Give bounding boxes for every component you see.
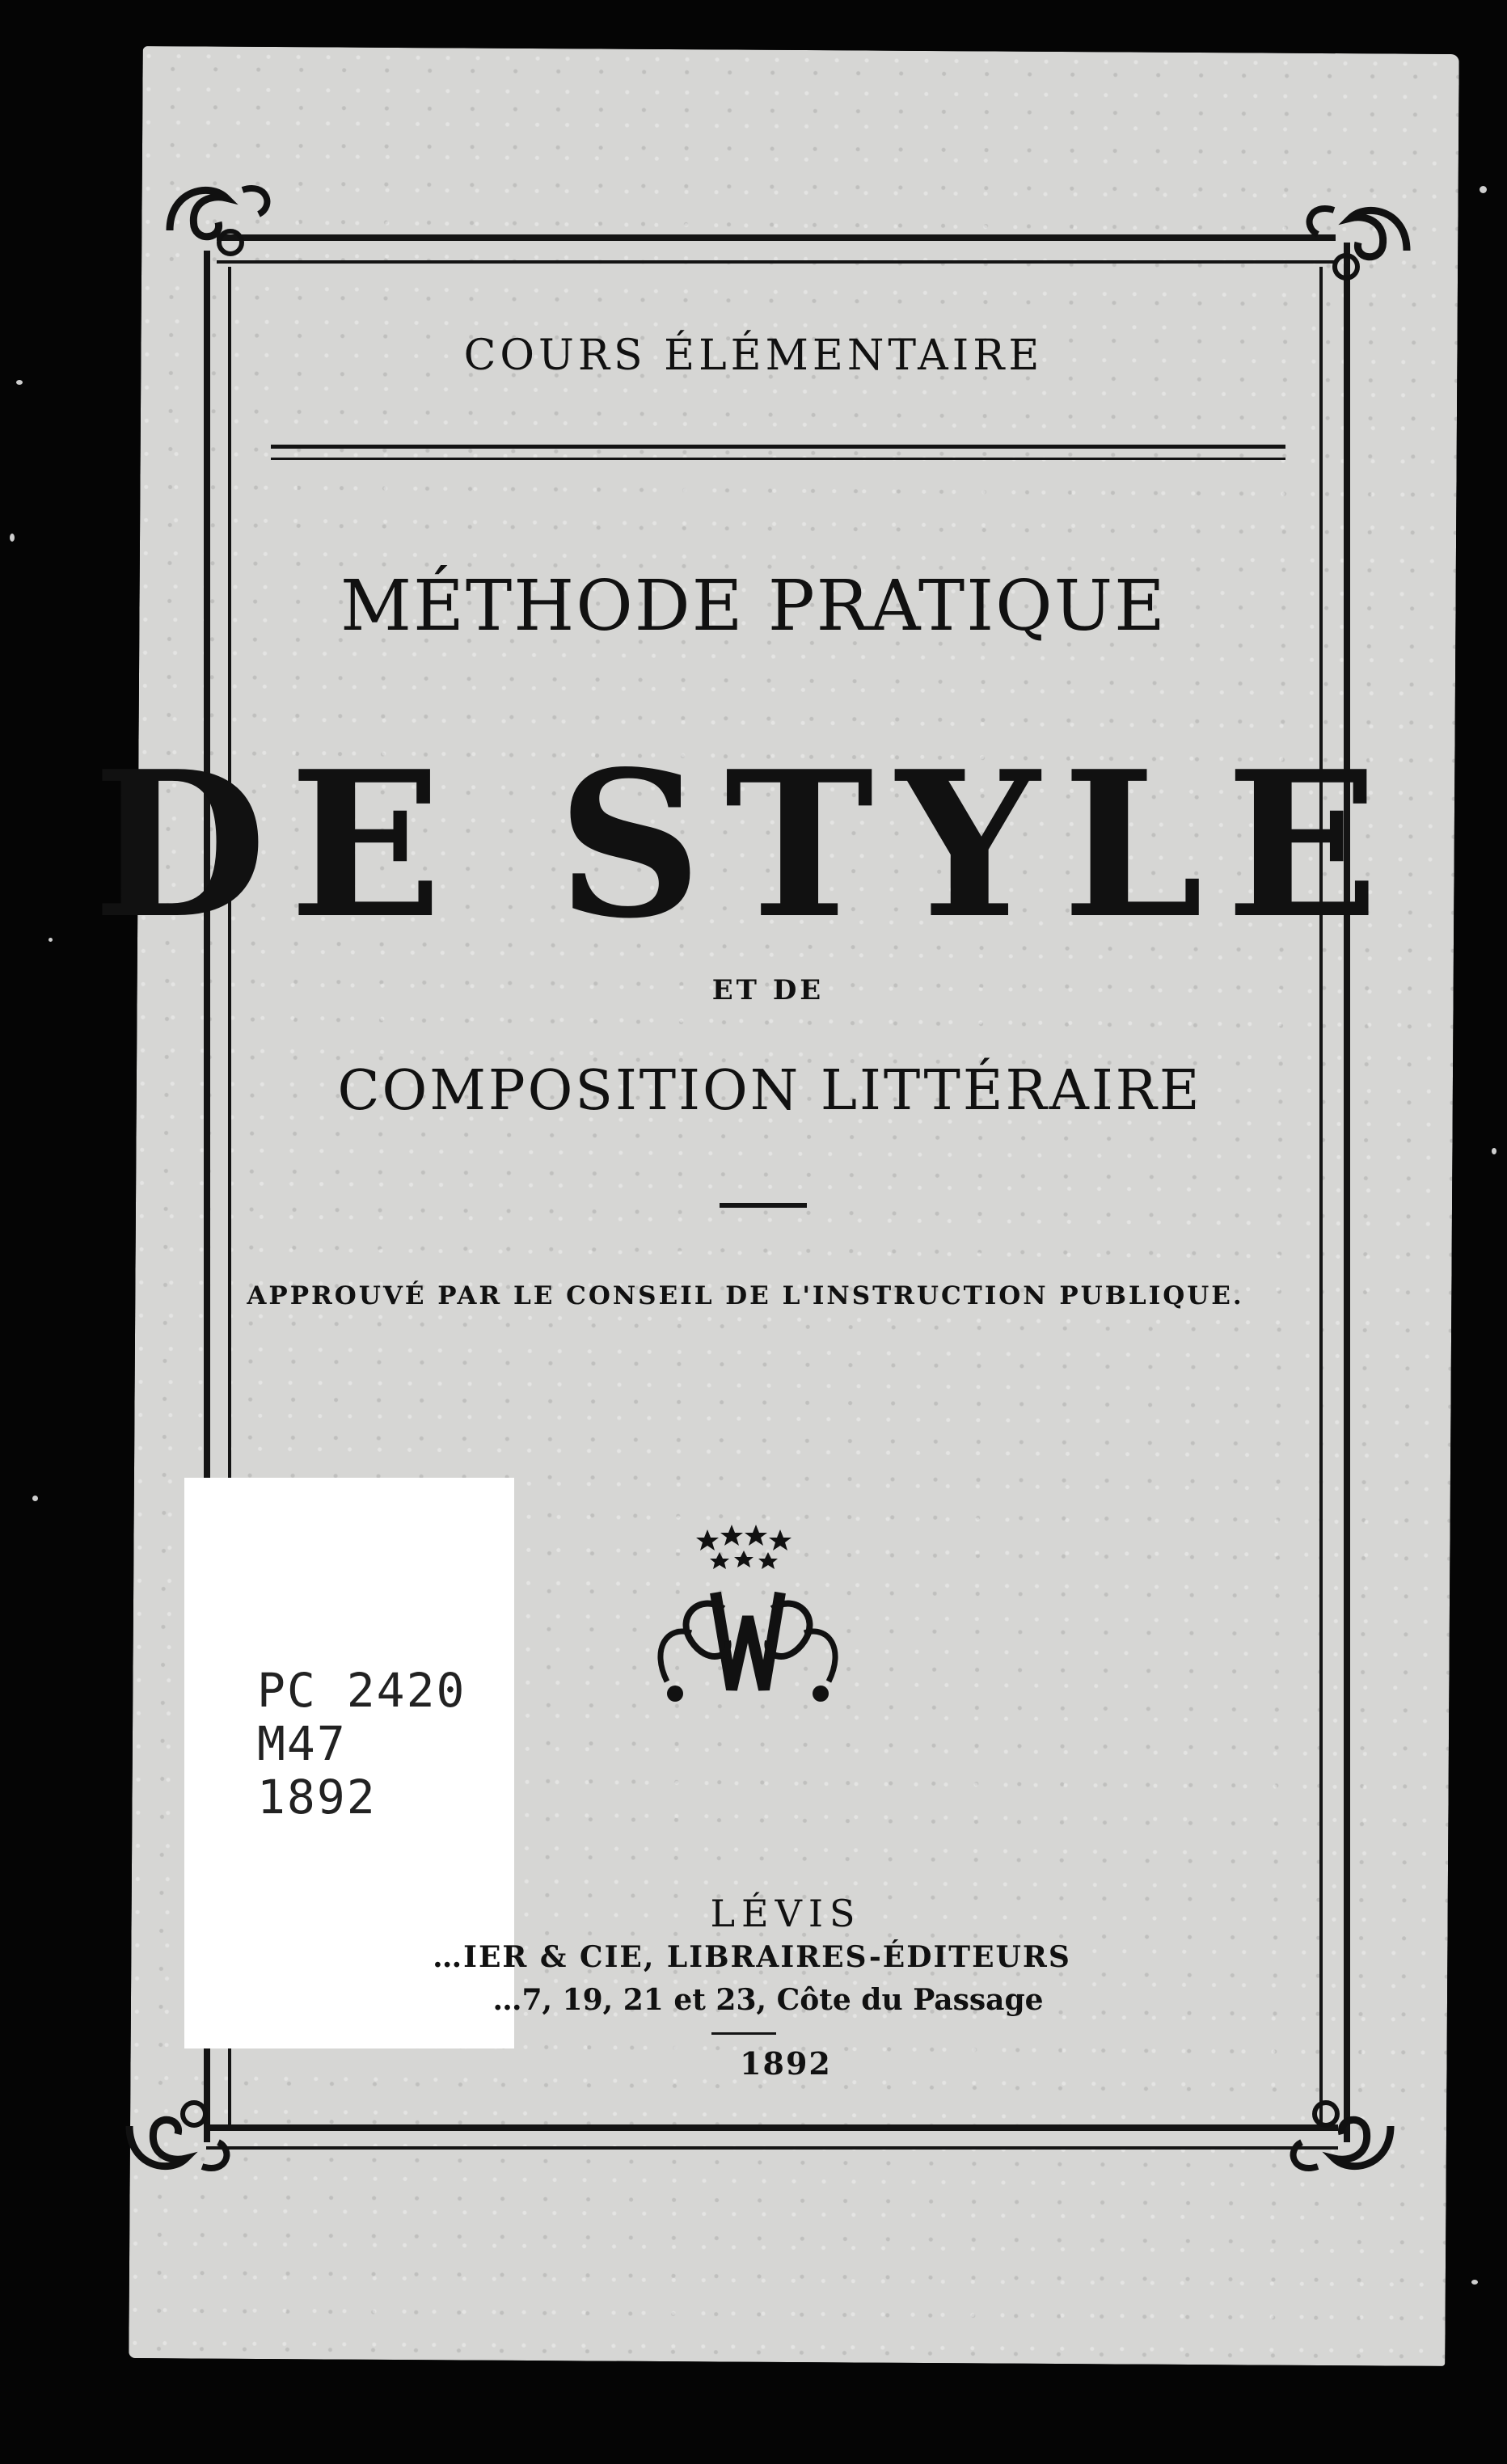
corner-ornament-icon: [113, 2070, 243, 2191]
imprint-divider: [711, 2032, 776, 2035]
frame-right-inner: [1319, 267, 1323, 2126]
frame-right-outer: [1344, 243, 1350, 2142]
call-number-line: 1892: [257, 1770, 377, 1825]
call-number-line: M47: [257, 1716, 347, 1771]
imprint-address: …7, 19, 21 et 23, Côte du Passage: [492, 1983, 1044, 2017]
film-speck: [16, 380, 23, 385]
corner-ornament-icon: [1277, 2070, 1407, 2191]
frame-bottom-inner: [206, 2146, 1338, 2150]
corner-ornament-icon: [1294, 186, 1423, 307]
frame-top-inner: [217, 260, 1336, 264]
title-line-methode: MÉTHODE PRATIQUE: [340, 566, 1167, 647]
divider-top: [271, 445, 1285, 449]
title-line-de-style: DE STYLE: [92, 728, 1402, 963]
imprint-year: 1892: [740, 2045, 832, 2082]
imprint-place: LÉVIS: [710, 1892, 862, 1935]
divider-top-thin: [271, 458, 1285, 460]
film-speck: [1471, 2280, 1478, 2285]
frame-top-outer: [217, 234, 1336, 241]
title-line-composition: COMPOSITION LITTÉRAIRE: [337, 1059, 1202, 1123]
monogram-crown-icon: [643, 1520, 853, 1730]
film-speck: [1492, 1148, 1496, 1154]
call-number-line: PC 2420: [257, 1663, 466, 1718]
title-line-et-de: ET DE: [711, 974, 825, 1006]
imprint-publisher: …IER & CIE, LIBRAIRES-ÉDITEURS: [433, 1940, 1071, 1974]
film-speck: [1480, 186, 1487, 193]
film-speck: [10, 534, 15, 542]
film-speck: [32, 1496, 38, 1501]
frame-bottom-outer: [206, 2124, 1338, 2131]
series-heading: COURS ÉLÉMENTAIRE: [463, 331, 1044, 380]
approval-line: APPROUVÉ PAR LE CONSEIL DE L'INSTRUCTION PUBLIQUE.: [247, 1281, 1244, 1310]
call-number: [257, 1664, 500, 1824]
short-divider: [720, 1203, 807, 1208]
corner-ornament-icon: [154, 166, 283, 287]
